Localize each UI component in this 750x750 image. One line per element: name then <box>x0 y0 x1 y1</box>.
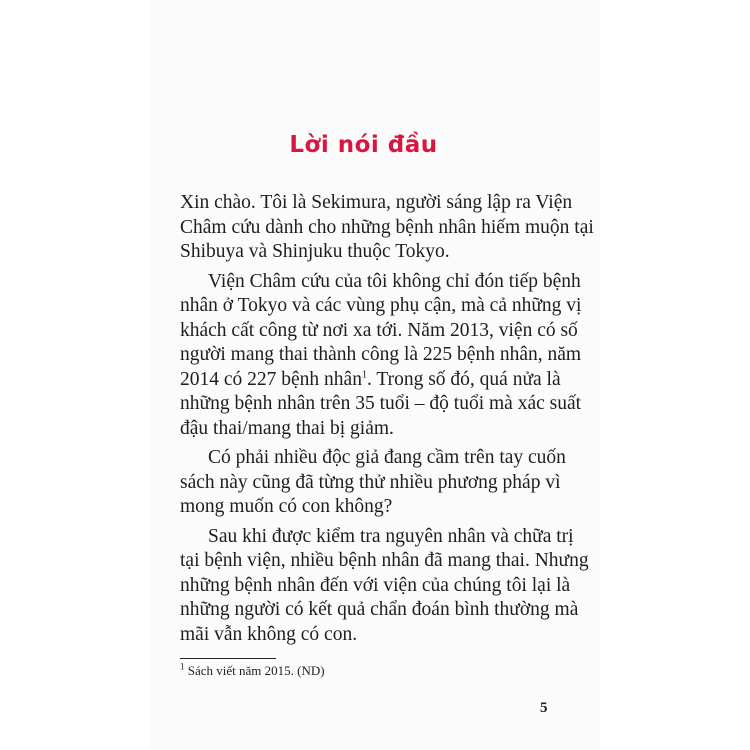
page-number: 5 <box>540 700 548 716</box>
text-line: mãi vẫn không có con. <box>180 623 358 645</box>
text-line: những người có kết quả chẩn đoán bình thường mà <box>180 599 579 620</box>
chapter-title: Lời nói đầu <box>289 132 438 158</box>
text-line: sách này cũng đã từng thử nhiều phương pháp vì <box>180 471 561 493</box>
footnote-ref: 1 <box>361 369 367 380</box>
text-line: khách cất công từ nơi xa tới. Năm 2013, viện có số <box>180 319 578 341</box>
text-line <box>180 368 561 393</box>
text-line: những bệnh nhân trên 35 tuổi – độ tuổi mà xác suất <box>180 393 582 414</box>
footnote-divider <box>180 658 276 659</box>
text-segment: 2014 có 227 bệnh nhân <box>180 368 362 390</box>
text-line: Xin chào. Tôi là Sekimura, người sáng lập ra Viện <box>180 192 573 213</box>
paragraph-1 <box>180 191 594 265</box>
paragraph-3 <box>180 446 566 520</box>
text-line: người mang thai thành công là 225 bệnh nhân, năm <box>180 344 582 365</box>
paragraph-2 <box>180 270 582 442</box>
text-line: Châm cứu dành cho những bệnh nhân hiếm muộn tại <box>180 216 594 238</box>
paragraph-4 <box>180 525 589 648</box>
text-line: Có phải nhiều độc giả đang cầm trên tay cuốn <box>208 447 566 468</box>
text-segment: . Trong số đó, quá nửa là <box>366 368 561 390</box>
text-line: Sau khi được kiểm tra nguyên nhân và chữa trị <box>208 525 574 547</box>
footnote-text: Sách viết năm 2015. (ND) <box>187 663 325 678</box>
text-line: đậu thai/mang thai bị giảm. <box>180 417 394 439</box>
text-line: Viện Châm cứu của tôi không chỉ đón tiếp bệnh <box>208 270 581 292</box>
body-text <box>180 191 594 652</box>
text-line: Shibuya và Shinjuku thuộc Tokyo. <box>180 241 450 262</box>
text-line: những bệnh nhân đến với viện của chúng tôi lại là <box>180 574 571 596</box>
text-line: mong muốn có con không? <box>180 496 393 517</box>
text-line: nhân ở Tokyo và các vùng phụ cận, mà cả những vị <box>180 295 582 316</box>
footnote <box>180 663 325 679</box>
text-line: tại bệnh viện, nhiều bệnh nhân đã mang thai. Nhưng <box>180 550 589 571</box>
footnote-marker: 1 <box>180 661 185 672</box>
